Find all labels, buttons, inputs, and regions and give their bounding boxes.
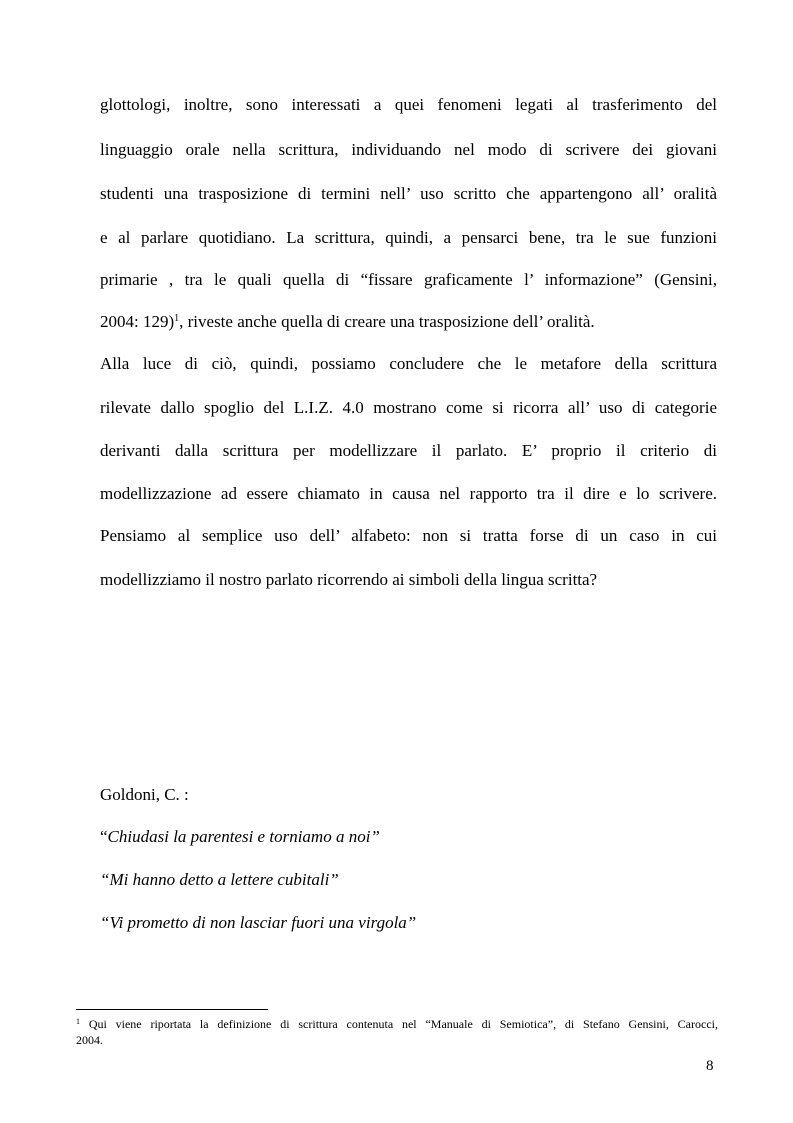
body-line: rilevate dallo spoglio del L.I.Z. 4.0 mostrano come si ricorra all’ uso di categorie [100,398,717,417]
body-line: studenti una trasposizione di termini nell’ uso scritto che appartengono all’ oralità [100,184,717,203]
body-line: derivanti dalla scrittura per modellizzare il parlato. E’ proprio il criterio di [100,441,717,460]
footnote-reference: 1 [174,313,180,324]
footnote-separator [76,1009,268,1010]
footnote-text: Qui viene riportata la definizione di scrittura contenuta nel “Manuale di Semiotica”, di Stefano Gensini, Carocci, [80,1017,718,1031]
quote-1-text: Chiudasi la parentesi e torniamo a noi” [107,827,380,846]
body-line-with-footnote [100,312,717,332]
body-line: linguaggio orale nella scrittura, individuando nel modo di scrivere dei giovani [100,140,717,159]
body-line: Pensiamo al semplice uso dell’ alfabeto: non si tratta forse di un caso in cui [100,526,717,545]
citation-text: 2004: 129) [100,312,175,331]
footnote-line-1 [76,1016,718,1032]
body-line: e al parlare quotidiano. La scrittura, quindi, a pensarci bene, tra le sue funzioni [100,228,717,247]
body-line: primarie , tra le quali quella di “fissare graficamente l’ informazione” (Gensini, [100,270,717,289]
footnote-line-2: 2004. [76,1033,103,1047]
body-line: modellizziamo il nostro parlato ricorrendo ai simboli della lingua scritta? [100,570,598,589]
body-line: Alla luce di ciò, quindi, possiamo concludere che le metafore della scrittura [100,354,717,373]
footnote-number: 1 [76,1017,80,1026]
quote-author: Goldoni, C. : [100,785,189,804]
body-line: modellizzazione ad essere chiamato in causa nel rapporto tra il dire e lo scrivere. [100,484,717,503]
page-number: 8 [706,1058,714,1074]
quote-2: “Mi hanno detto a lettere cubitali” [100,870,339,889]
footnote [76,1016,718,1048]
quote-1-open-mark: “ [100,827,108,846]
quote-3: “Vi prometto di non lasciar fuori una virgola” [100,913,417,932]
quote-1 [100,827,380,847]
body-line: glottologi, inoltre, sono interessati a quei fenomeni legati al trasferimento del [100,95,717,114]
citation-continuation: , riveste anche quella di creare una trasposizione dell’ oralità. [179,312,595,331]
